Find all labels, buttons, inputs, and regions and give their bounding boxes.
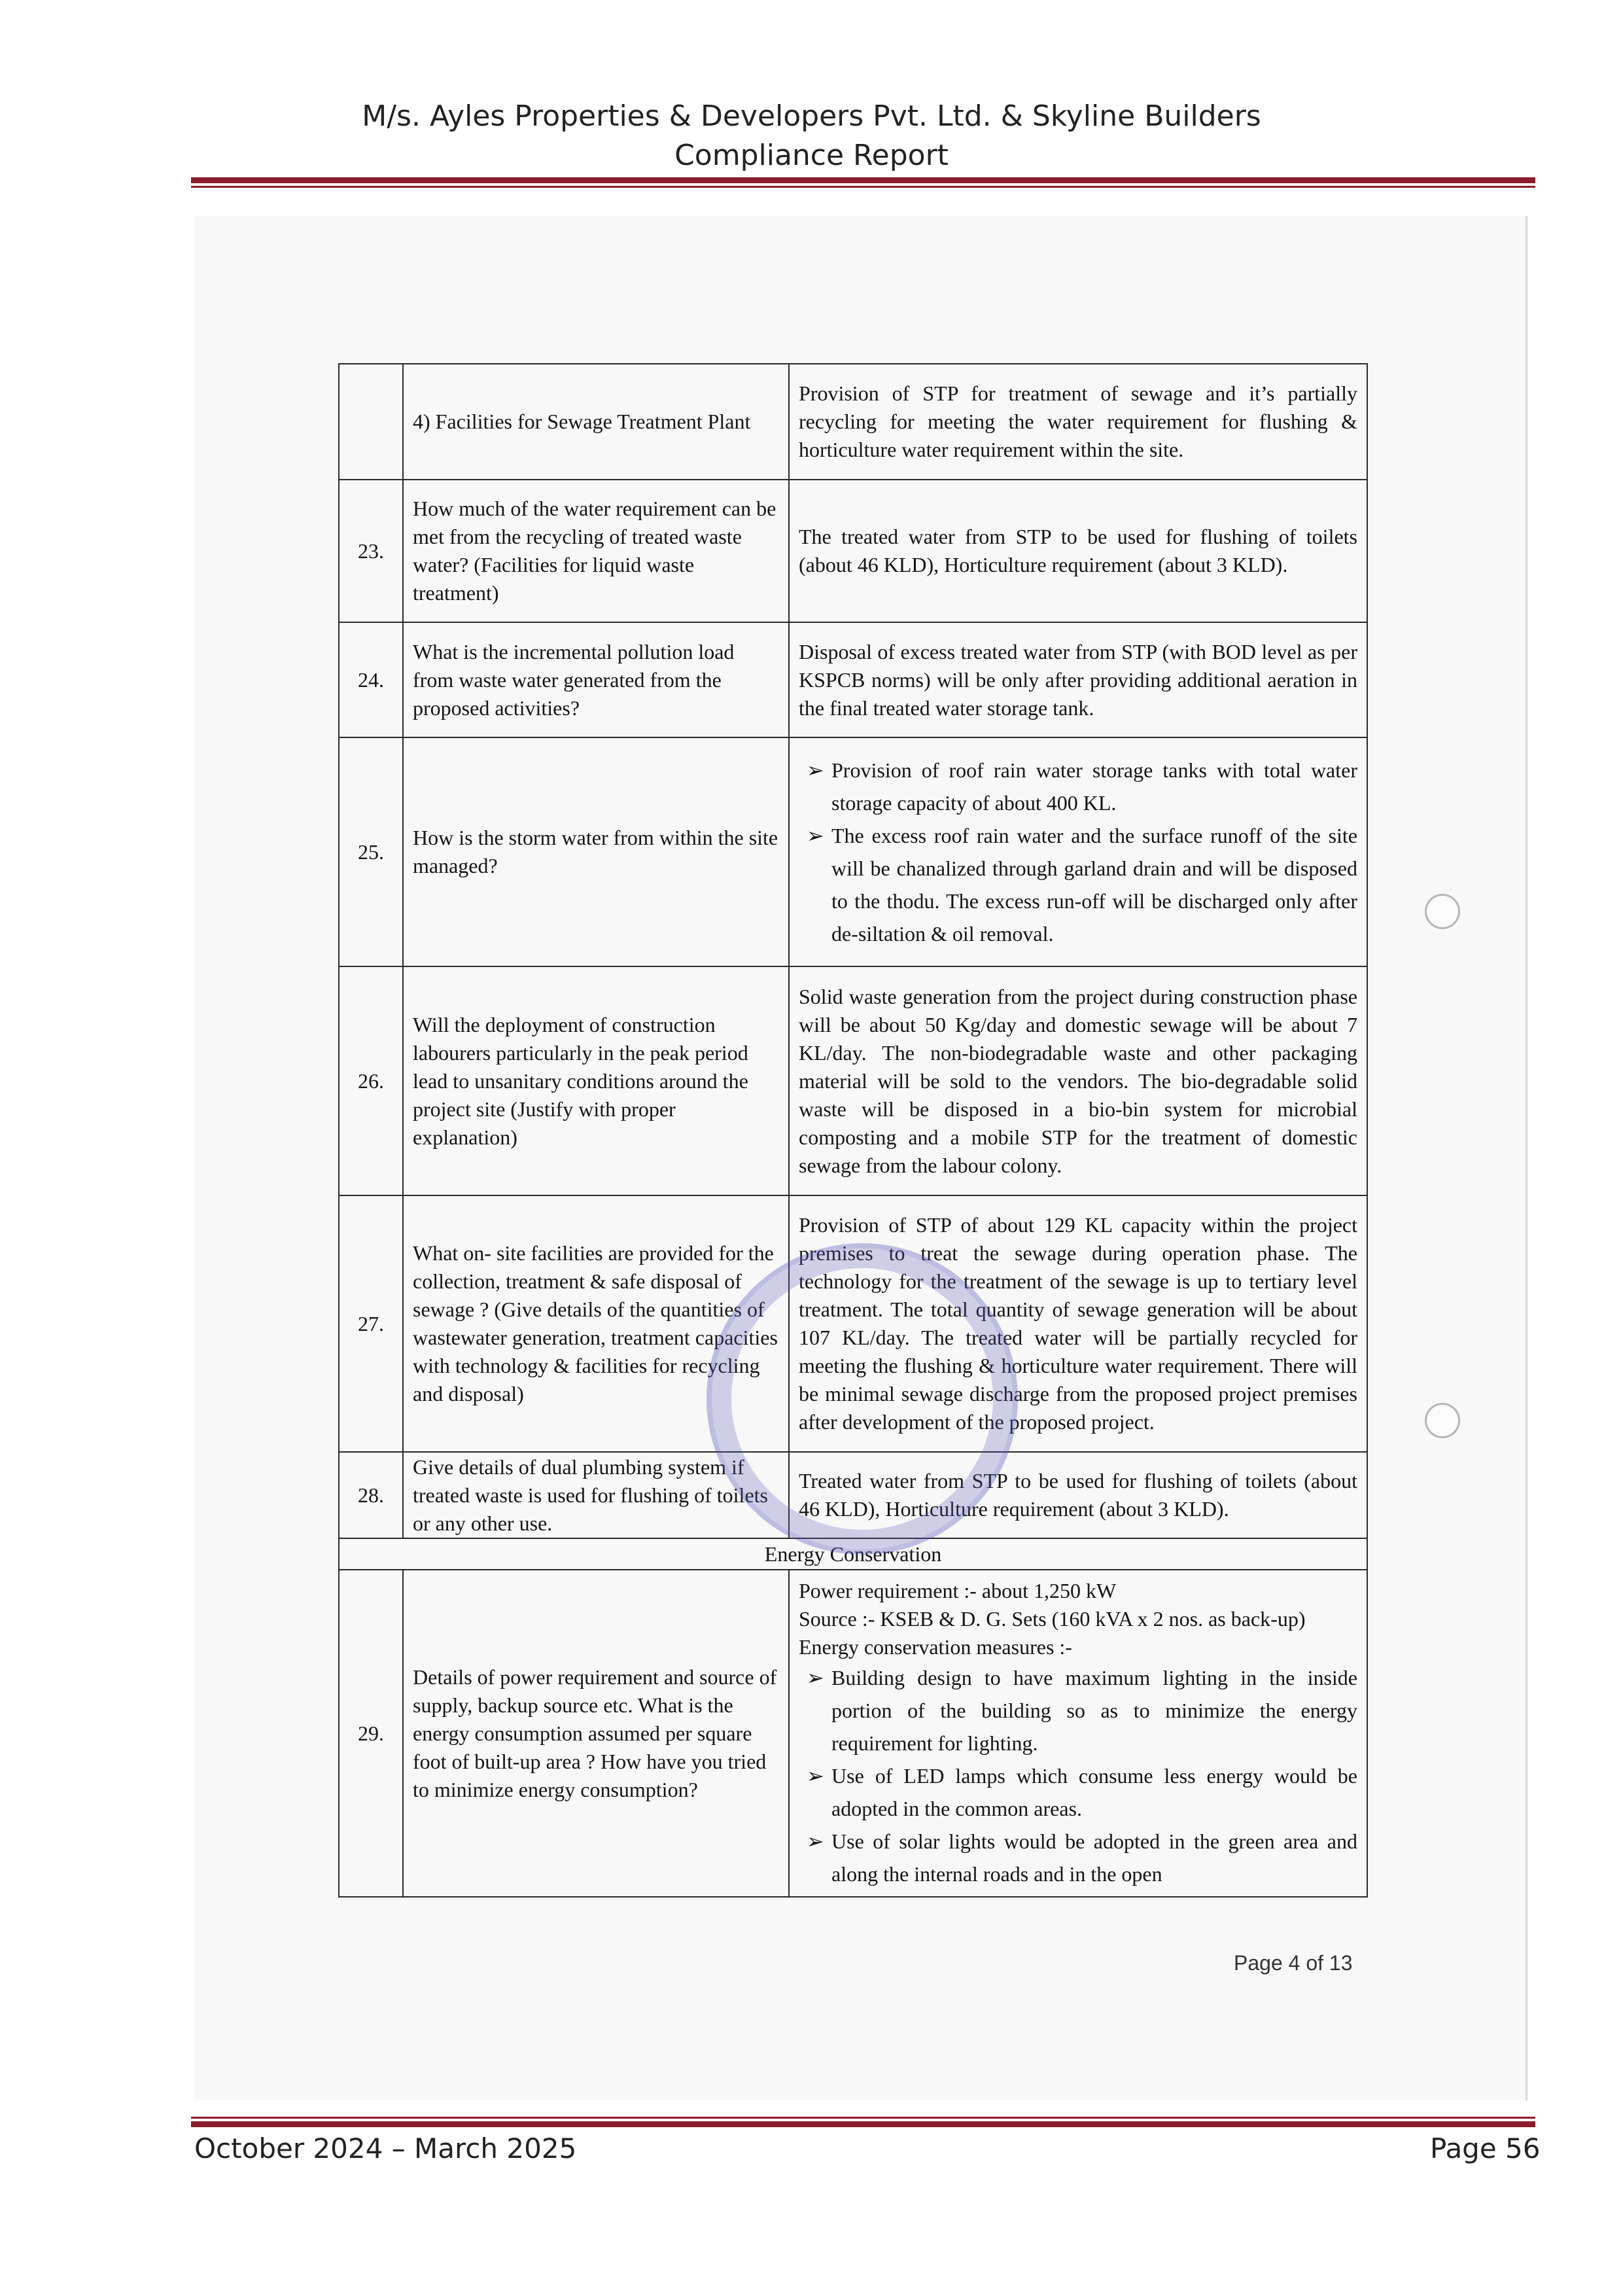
row-answer	[789, 1570, 1367, 1897]
row-question: 4) Facilities for Sewage Treatment Plant	[403, 364, 789, 480]
report-header-company: M/s. Ayles Properties & Developers Pvt. Ltd. & Skyline Builders	[362, 99, 1261, 133]
row-answer: Provision of STP of about 129 KL capacity within the project premises to treat the sewage during operation phase. The technology for the treatment of the sewage is up to tertiary level treatment. The total quantity of sewage generation will be about 107 KL/day. The treated water will be partially recycled for meeting the flushing & horticulture water requirement. There will be minimal sewage discharge from the proposed project premises after development of the proposed project.	[789, 1195, 1367, 1452]
row-number: 27.	[339, 1195, 403, 1452]
row-answer	[789, 737, 1367, 966]
footer-period: October 2024 – March 2025	[194, 2132, 577, 2164]
table-row	[339, 364, 1367, 480]
row-number: 26.	[339, 966, 403, 1195]
list-item: ➢ Use of solar lights would be adopted in the green area and along the internal roads and in the open	[799, 1825, 1357, 1890]
arrow-bullet-icon: ➢	[807, 758, 824, 782]
list-item: ➢ Building design to have maximum lighting in the inside portion of the building so as to minimize the energy requirement for lighting.	[799, 1661, 1357, 1759]
list-item: ➢ Use of LED lamps which consume less energy would be adopted in the common areas.	[799, 1759, 1357, 1825]
row-question: Details of power requirement and source of supply, backup source etc. What is the energy consumption assumed per square foot of built-up area ? How have you tried to minimize energy consumption?	[403, 1570, 789, 1897]
row-number	[339, 364, 403, 480]
punch-hole-icon	[1425, 1403, 1460, 1438]
table-row	[339, 622, 1367, 737]
table-row	[339, 1570, 1367, 1897]
report-header-title: Compliance Report	[674, 139, 949, 172]
header-divider-thin	[191, 186, 1535, 188]
row-question: What on- site facilities are provided for the collection, treatment & safe disposal of sewage ? (Give details of the quantities of wastewater generation, treatment capacities with technology & facilities for recycling and disposal)	[403, 1195, 789, 1452]
header-divider-thick	[191, 177, 1535, 183]
row-answer: Disposal of excess treated water from STP (with BOD level as per KSPCB norms) will be only after providing additional aeration in the final treated water storage tank.	[789, 622, 1367, 737]
list-item: ➢ The excess roof rain water and the surface runoff of the site will be chanalized through garland drain and will be disposed to the thodu. The excess run-off will be discharged only after de-siltation & oil removal.	[799, 819, 1357, 950]
row-question: What is the incremental pollution load from waste water generated from the proposed activities?	[403, 622, 789, 737]
row-question: Will the deployment of construction labourers particularly in the peak period lead to unsanitary conditions around the project site (Justify with proper explanation)	[403, 966, 789, 1195]
table-row	[339, 480, 1367, 622]
arrow-bullet-icon: ➢	[807, 1763, 824, 1788]
punch-hole-icon	[1425, 894, 1460, 929]
scan-page-number: Page 4 of 13	[1234, 1951, 1353, 1975]
bullet-list	[799, 754, 1357, 950]
energy-measures-heading: Energy conservation measures :-	[799, 1634, 1072, 1659]
row-answer: Treated water from STP to be used for flushing of toilets (about 46 KLD), Horticulture requirement (about 3 KLD).	[789, 1452, 1367, 1538]
compliance-table	[338, 363, 1368, 1898]
footer-page-number: Page 56	[1430, 2132, 1541, 2164]
row-question: Give details of dual plumbing system if treated waste is used for flushing of toilets or any other use.	[403, 1452, 789, 1538]
arrow-bullet-icon: ➢	[807, 824, 824, 847]
table-row	[339, 966, 1367, 1195]
row-answer: Provision of STP for treatment of sewage and it’s partially recycling for meeting the water requirement for flushing & horticulture water requirement within the site.	[789, 364, 1367, 480]
power-requirement: Power requirement :- about 1,250 kW	[799, 1578, 1117, 1602]
table-row	[339, 737, 1367, 966]
row-question: How much of the water requirement can be met from the recycling of treated waste water? (Facilities for liquid waste treatment)	[403, 480, 789, 622]
footer-divider-thick	[191, 2121, 1535, 2127]
row-number: 28.	[339, 1452, 403, 1538]
list-item: ➢ Provision of roof rain water storage tanks with total water storage capacity of about 400 KL.	[799, 754, 1357, 819]
bullet-list	[799, 1661, 1357, 1890]
row-number: 29.	[339, 1570, 403, 1897]
row-answer: Solid waste generation from the project during construction phase will be about 50 Kg/day and domestic sewage will be about 7 KL/day. The non-biodegradable waste and other packaging material will be sold to the vendors. The bio-degradable solid waste will be disposed in a bio-bin system for microbial composting and a mobile STP for the treatment of domestic sewage from the labour colony.	[789, 966, 1367, 1195]
row-number: 24.	[339, 622, 403, 737]
row-question: How is the storm water from within the site managed?	[403, 737, 789, 966]
official-seal-stamp-icon	[707, 1243, 1018, 1555]
row-number: 25.	[339, 737, 403, 966]
row-answer: The treated water from STP to be used for flushing of toilets (about 46 KLD), Horticulture requirement (about 3 KLD).	[789, 480, 1367, 622]
arrow-bullet-icon: ➢	[807, 1665, 824, 1689]
power-source: Source :- KSEB & D. G. Sets (160 kVA x 2 nos. as back-up)	[799, 1606, 1306, 1631]
footer-divider-thin	[191, 2117, 1535, 2119]
section-heading-energy: Energy Conservation	[339, 1538, 1367, 1570]
row-number: 23.	[339, 480, 403, 622]
arrow-bullet-icon: ➢	[807, 1829, 824, 1853]
